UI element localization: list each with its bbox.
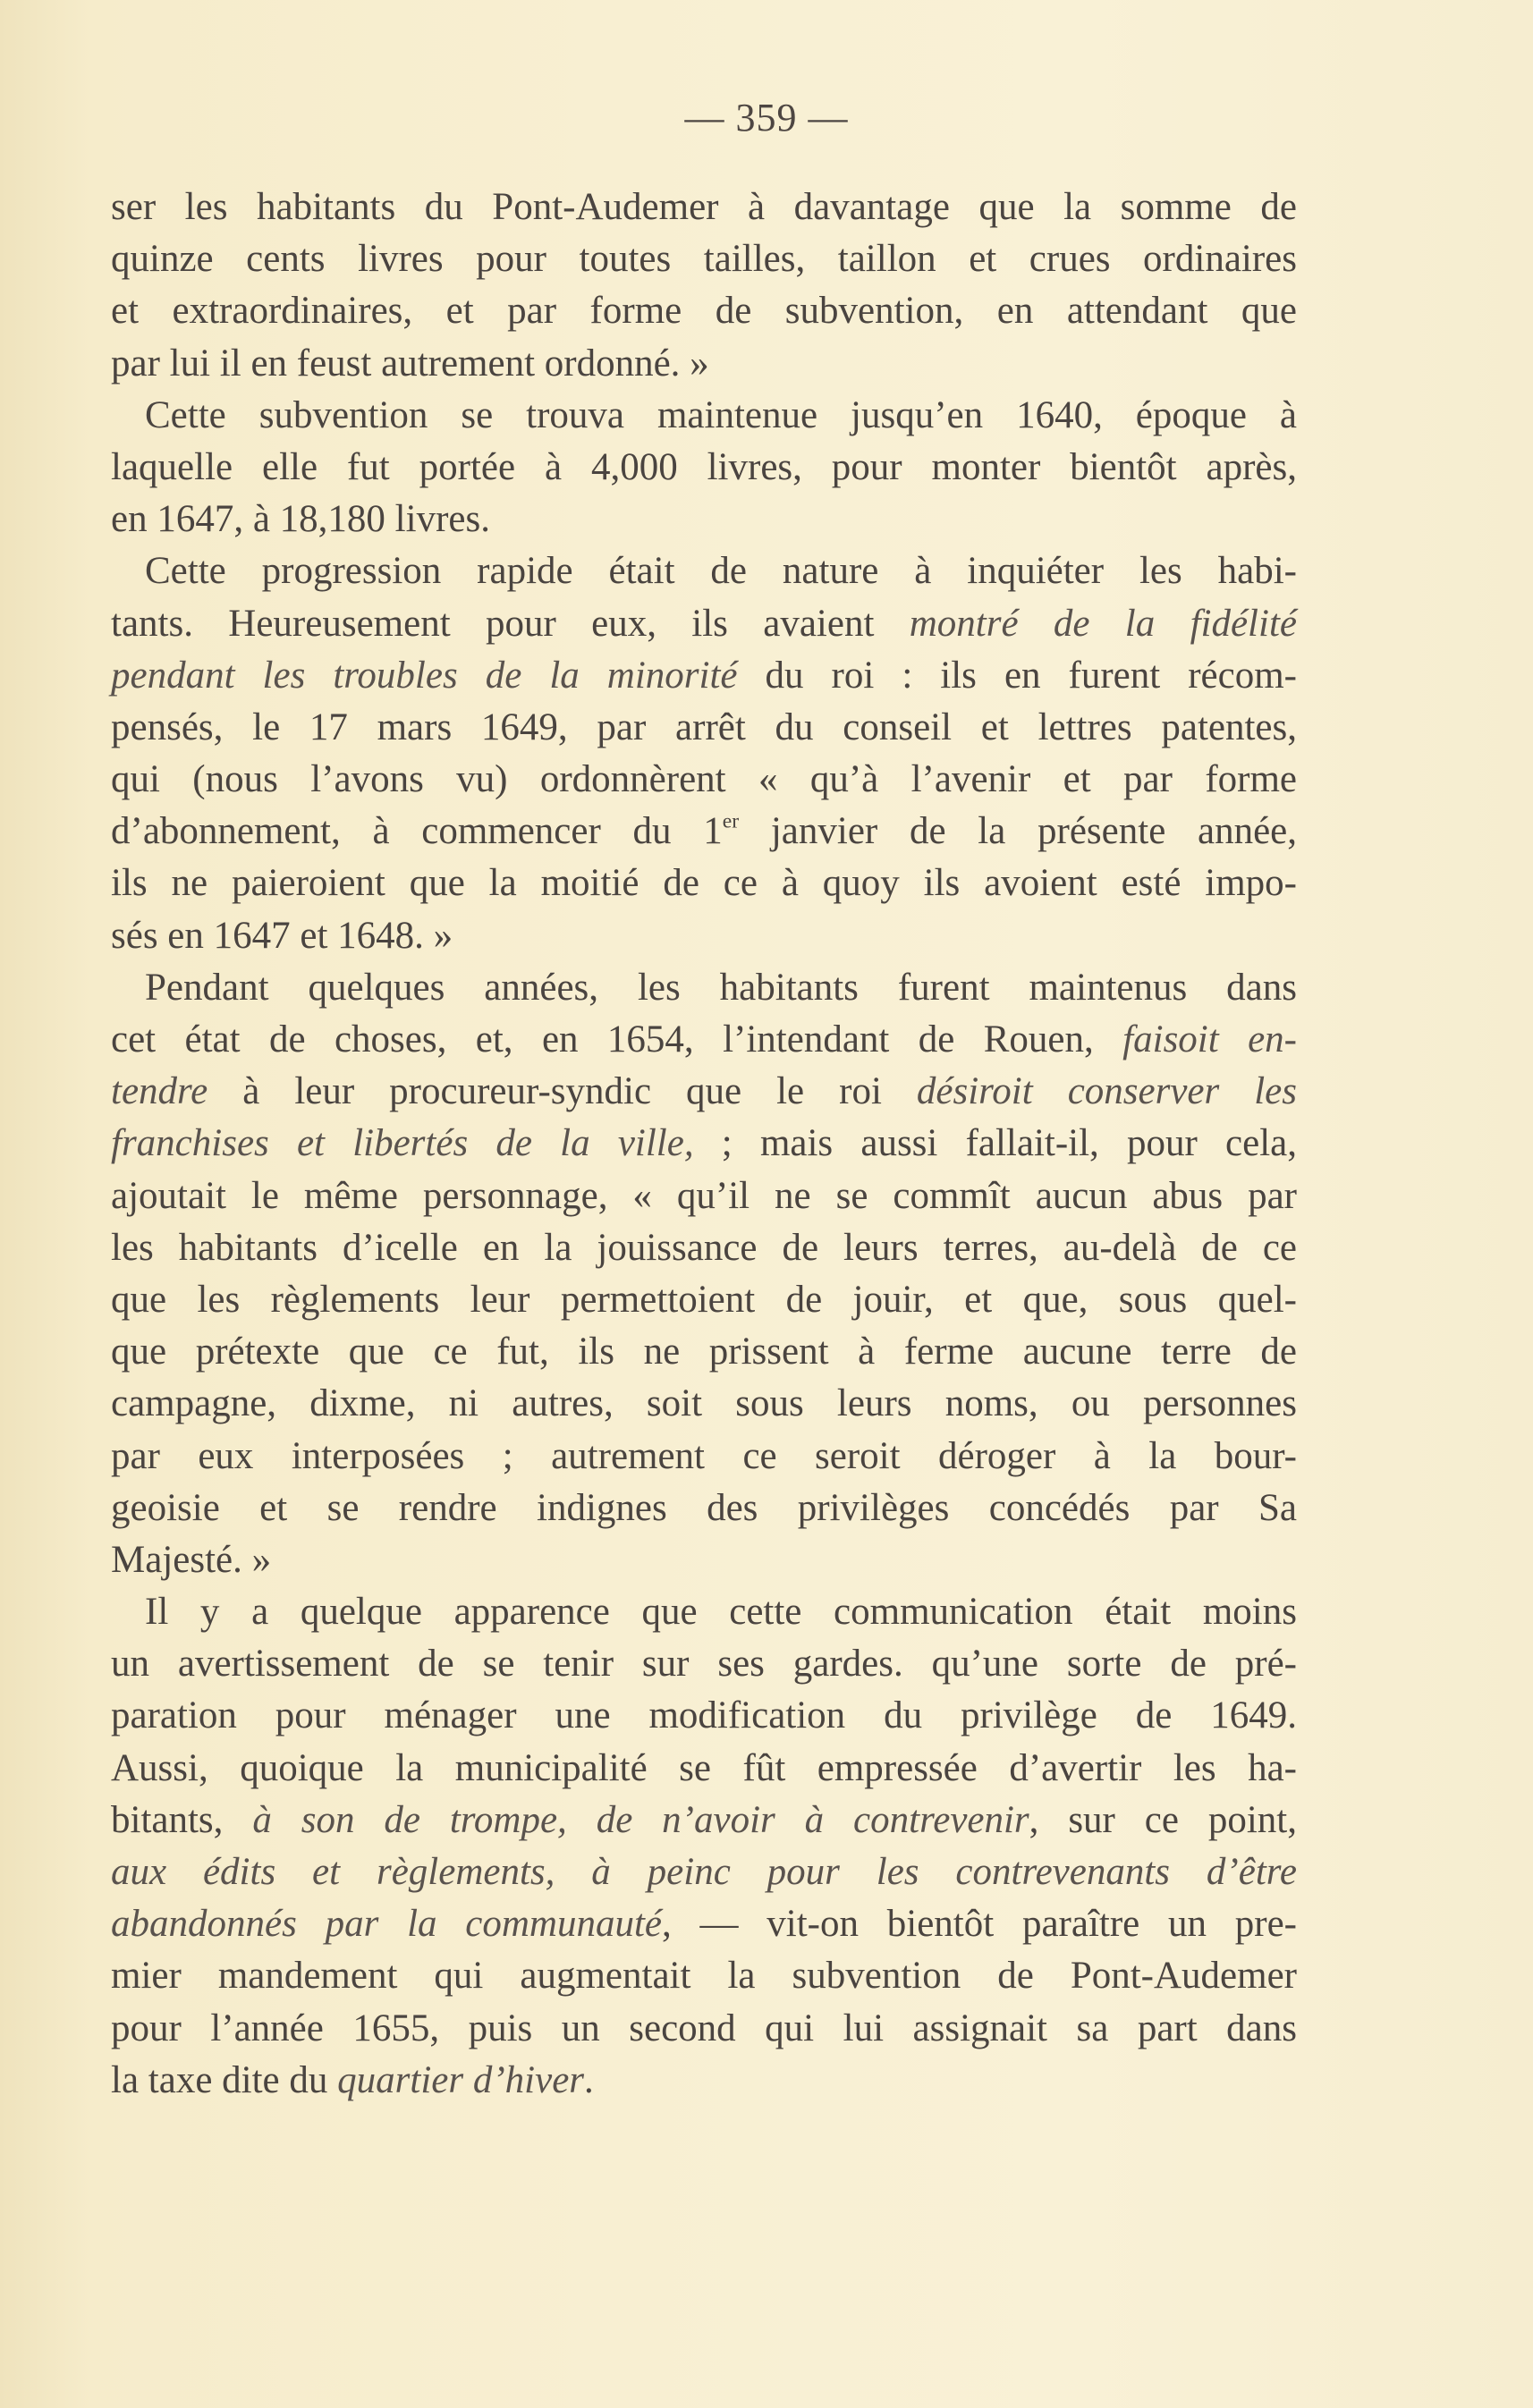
text-segment: ; mais aussi fallait-il, pour cela, [693, 1122, 1297, 1165]
text-line [111, 2003, 1297, 2055]
text-segment: ajoutait le même personnage, « qu’il ne se commît aucun abus par [111, 1174, 1297, 1217]
text-segment: pensés, le 17 mars 1649, par arrêt du conseil et lettres patentes, [111, 706, 1297, 748]
text-line [111, 650, 1297, 702]
page-number: — 359 — [684, 96, 849, 139]
text-line [111, 962, 1297, 1014]
text-segment: . [584, 2058, 594, 2101]
italic-text: franchises et libertés de la ville, [111, 1122, 694, 1165]
text-segment: ils ne paieroient que la moitié de ce à quoy ils avoient esté impo- [111, 862, 1297, 905]
text-line [111, 338, 1297, 390]
text-line [111, 1950, 1297, 2002]
text-line [111, 598, 1297, 650]
text-segment: par lui il en feust autrement ordonné. » [111, 342, 709, 384]
text-segment: qui (nous l’avons vu) ordonnèrent « qu’à l’avenir et par forme [111, 758, 1297, 801]
text-segment: par eux interposées ; autrement ce seroit déroger à la bour- [111, 1434, 1297, 1477]
text-segment: la taxe dite du [111, 2058, 338, 2101]
text-line [111, 1743, 1297, 1795]
text-segment: tants. Heureusement pour eux, ils avaient [111, 602, 910, 645]
text-line [111, 858, 1297, 909]
text-line [111, 702, 1297, 754]
text-segment: Pendant quelques années, les habitants furent maintenus dans [145, 966, 1297, 1009]
text-line [111, 545, 1297, 597]
text-segment: Aussi, quoique la municipalité se fût empressée d’avertir les ha- [111, 1746, 1297, 1789]
text-segment: pour l’année 1655, puis un second qui lui assignait sa part dans [111, 2007, 1297, 2049]
text-segment: et extraordinaires, et par forme de subvention, en attendant que [111, 290, 1297, 333]
text-segment: geoisie et se rendre indignes des privilèges concédés par Sa [111, 1486, 1297, 1529]
italic-text: aux édits et règlements, à peinc pour les contrevenants d’être [111, 1851, 1297, 1893]
text-line [111, 1378, 1297, 1430]
text-segment: bitants, [111, 1798, 253, 1841]
text-segment: cet état de choses, et, en 1654, l’intendant de Rouen, [111, 1018, 1123, 1060]
text-segment: d’abonnement, à commencer du 1 [111, 810, 723, 853]
text-segment: que prétexte que ce fut, ils ne prissent à ferme aucune terre de [111, 1331, 1297, 1373]
text-line [111, 233, 1297, 285]
text-segment: un avertissement de se tenir sur ses gardes. qu’une sorte de pré- [111, 1643, 1297, 1686]
text-segment: du roi : ils en furent récom- [737, 654, 1297, 697]
text-line [111, 1170, 1297, 1222]
text-line [111, 1274, 1297, 1326]
text-line [111, 1066, 1297, 1118]
text-segment: mier mandement qui augmentait la subvention de Pont-Audemer [111, 1955, 1297, 1998]
text-line [111, 442, 1297, 494]
text-segment: sés en 1647 et 1648. » [111, 914, 453, 957]
italic-text: abandonnés par la communauté [111, 1903, 663, 1946]
italic-text: quartier d’hiver [337, 2058, 585, 2101]
text-line [111, 1431, 1297, 1483]
text-line [111, 1014, 1297, 1066]
text-line [111, 754, 1297, 806]
italic-text: pendant les troubles de la minorité [111, 654, 738, 697]
italic-text: à son de trompe, de n’avoir à contrevenir [252, 1798, 1029, 1841]
text-segment: paration pour ménager une modification du privilège de 1649. [111, 1694, 1297, 1737]
text-segment: en 1647, à 18,180 livres. [111, 498, 490, 541]
italic-text: faisoit en- [1122, 1018, 1297, 1060]
text-line [111, 285, 1297, 337]
text-line [111, 1118, 1297, 1170]
text-line [111, 1898, 1297, 1950]
text-line [111, 1483, 1297, 1534]
text-line [111, 2055, 1297, 2107]
text-segment: Cette subvention se trouva maintenue jusqu’en 1640, époque à [145, 393, 1297, 436]
text-segment: que les règlements leur permettoient de jouir, et que, sous quel- [111, 1278, 1297, 1321]
text-line [111, 494, 1297, 545]
text-line [111, 390, 1297, 442]
text-line [111, 806, 1297, 858]
text-segment: laquelle elle fut portée à 4,000 livres, pour monter bientôt après, [111, 445, 1297, 488]
text-segment: , — vit-on bientôt paraître un pre- [662, 1903, 1297, 1946]
text-line [111, 1846, 1297, 1898]
text-line [111, 1326, 1297, 1378]
text-line [111, 1222, 1297, 1274]
text-segment: Majesté. » [111, 1538, 272, 1581]
text-segment: Il y a quelque apparence que cette communication était moins [145, 1591, 1297, 1634]
text-segment: à leur procureur-syndic que le roi [208, 1070, 917, 1113]
superscript: er [722, 809, 740, 833]
text-line [111, 910, 1297, 962]
text-line [111, 1638, 1297, 1690]
text-line [111, 1795, 1297, 1846]
text-segment: , sur ce point, [1029, 1798, 1297, 1841]
text-segment: Cette progression rapide était de nature à inquiéter les habi- [145, 550, 1297, 593]
italic-text: tendre [111, 1070, 208, 1113]
text-segment: les habitants d’icelle en la jouissance de leurs terres, au-delà de ce [111, 1226, 1297, 1269]
text-segment: janvier de la présente année, [739, 810, 1298, 853]
text-line [111, 1586, 1297, 1638]
italic-text: désiroit conserver les [916, 1070, 1297, 1113]
text-segment: quinze cents livres pour toutes tailles, taillon et crues ordinaires [111, 238, 1297, 281]
body-text [111, 182, 1297, 2107]
italic-text: montré de la fidélité [909, 602, 1297, 645]
text-line [111, 1534, 1297, 1586]
text-segment: ser les habitants du Pont-Audemer à davantage que la somme de [111, 186, 1297, 228]
text-segment: campagne, dixme, ni autres, soit sous leurs noms, ou personnes [111, 1382, 1297, 1425]
text-line [111, 1690, 1297, 1742]
text-line [111, 182, 1297, 233]
